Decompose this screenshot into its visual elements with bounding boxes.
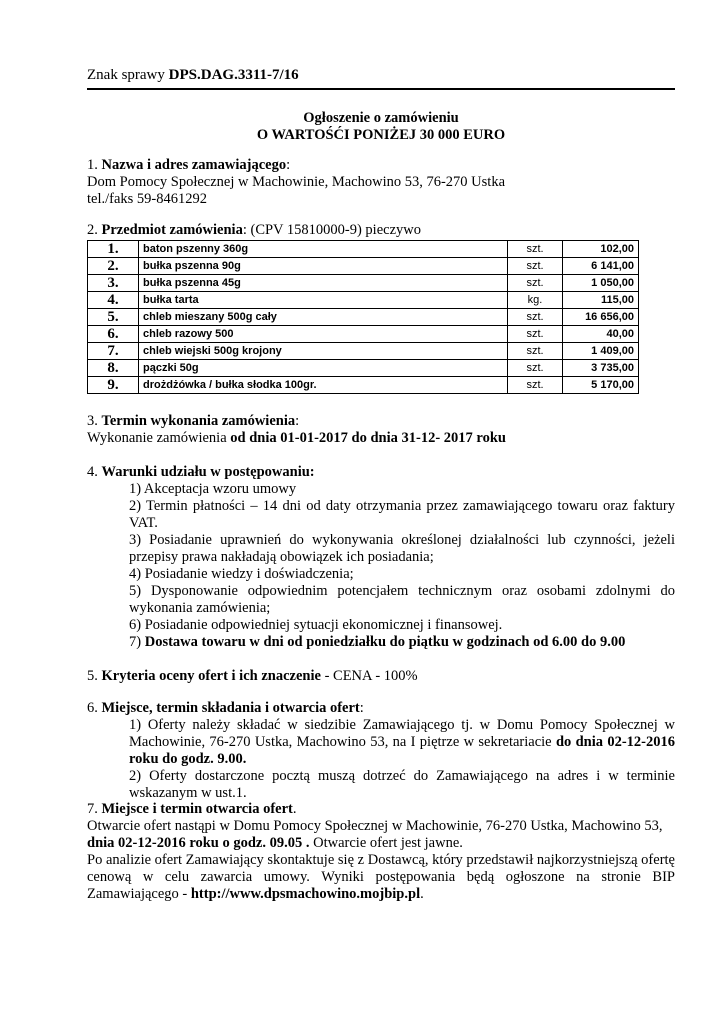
table-row: [88, 326, 639, 343]
ordering-party-address: Dom Pomocy Społecznej w Machowinie, Machowino 53, 76-270 Ustka: [87, 174, 506, 190]
table-row: [88, 309, 639, 326]
section-2-heading: 2. Przedmiot zamówienia: (CPV 15810000-9) pieczywo: [87, 222, 421, 238]
condition-5: 5) Dysponowanie odpowiednim potencjałem technicznym oraz osobami zdolnymi do wykonania zamówienia;: [129, 583, 675, 616]
item-name: bułka pszenna 90g: [139, 258, 508, 275]
item-quantity: 5 170,00: [563, 377, 639, 394]
item-number: 7.: [88, 343, 139, 360]
item-name: pączki 50g: [139, 360, 508, 377]
item-name: bułka tarta: [139, 292, 508, 309]
table-row: [88, 343, 639, 360]
condition-7: 7) Dostawa towaru w dni od poniedziałku do piątku w godzinach od 6.00 do 9.00: [129, 634, 626, 650]
condition-2: 2) Termin płatności – 14 dni od daty otrzymania przez zamawiającego towaru oraz faktury VAT.: [129, 498, 675, 531]
item-quantity: 1 409,00: [563, 343, 639, 360]
case-label: Znak sprawy: [87, 67, 169, 83]
table-row: [88, 292, 639, 309]
condition-1: 1) Akceptacja wzoru umowy: [129, 481, 297, 497]
item-unit: szt.: [508, 343, 563, 360]
item-name: chleb mieszany 500g cały: [139, 309, 508, 326]
item-number: 3.: [88, 275, 139, 292]
table-row: [88, 241, 639, 258]
item-name: chleb razowy 500: [139, 326, 508, 343]
condition-6: 6) Posiadanie odpowiedniej sytuacji ekonomicznej i finansowej.: [129, 617, 503, 633]
case-number-header: [87, 67, 675, 90]
item-unit: szt.: [508, 275, 563, 292]
ordering-party-phone: tel./faks 59-8461292: [87, 191, 208, 207]
execution-term: Wykonanie zamówienia od dnia 01-01-2017 do dnia 31-12- 2017 roku: [87, 430, 506, 446]
offer-submission-place: 1) Oferty należy składać w siedzibie Zamawiającego tj. w Domu Pomocy Społecznej w Machowinie, 76-270 Ustka, Machowino 53, na I piętrze w sekretariacie do dnia 02-12-2016 roku do godz. 9.00.: [129, 717, 675, 767]
table-row: [88, 360, 639, 377]
condition-4: 4) Posiadanie wiedzy i doświadczenia;: [129, 566, 354, 582]
section-3-heading: 3. Termin wykonania zamówienia:: [87, 413, 300, 429]
items-table: [87, 240, 639, 394]
case-number: DPS.DAG.3311-7/16: [168, 67, 299, 83]
item-quantity: 102,00: [563, 241, 639, 258]
opening-date: dnia 02-12-2016 roku o godz. 09.05 . Otwarcie ofert jest jawne.: [87, 835, 463, 851]
table-row: [88, 377, 639, 394]
item-quantity: 3 735,00: [563, 360, 639, 377]
item-number: 6.: [88, 326, 139, 343]
item-quantity: 115,00: [563, 292, 639, 309]
section-7-heading: 7. Miejsce i termin otwarcia ofert.: [87, 801, 297, 817]
item-unit: szt.: [508, 241, 563, 258]
section-4-heading: 4. Warunki udziału w postępowaniu:: [87, 464, 315, 480]
section-5-heading: 5. Kryteria oceny ofert i ich znaczenie - CENA - 100%: [87, 668, 418, 684]
item-unit: szt.: [508, 377, 563, 394]
item-quantity: 1 050,00: [563, 275, 639, 292]
item-number: 4.: [88, 292, 139, 309]
bip-link[interactable]: http://www.dpsmachowino.mojbip.pl: [190, 886, 421, 902]
item-name: chleb wiejski 500g krojony: [139, 343, 508, 360]
condition-3: 3) Posiadanie uprawnień do wykonywania określonej działalności lub czynności, jeżeli przepisy prawa nakładają obowiązek ich posiadania;: [129, 532, 675, 565]
opening-place: Otwarcie ofert nastąpi w Domu Pomocy Społecznej w Machowinie, 76-270 Ustka, Machowino 53,: [87, 818, 663, 834]
item-quantity: 40,00: [563, 326, 639, 343]
item-name: drożdżówka / bułka słodka 100gr.: [139, 377, 508, 394]
item-number: 8.: [88, 360, 139, 377]
results-note: Po analizie ofert Zamawiający skontaktuje się z Dostawcą, który przedstawił najkorzystniejszą ofertę cenową w celu zawarcia umowy. Wyniki postępowania będą ogłoszone na stronie BIP Zamawiającego - http://www.dpsmachowino.mojbip.pl.: [87, 852, 675, 902]
item-number: 2.: [88, 258, 139, 275]
table-row: [88, 258, 639, 275]
item-quantity: 6 141,00: [563, 258, 639, 275]
section-1-heading: 1. Nazwa i adres zamawiającego:: [87, 157, 291, 173]
table-row: [88, 275, 639, 292]
item-name: bułka pszenna 45g: [139, 275, 508, 292]
notice-title: Ogłoszenie o zamówieniu: [303, 110, 459, 126]
item-quantity: 16 656,00: [563, 309, 639, 326]
section-6-heading: 6. Miejsce, termin składania i otwarcia ofert:: [87, 700, 364, 716]
item-number: 5.: [88, 309, 139, 326]
item-unit: szt.: [508, 309, 563, 326]
offer-mail-note: 2) Oferty dostarczone pocztą muszą dotrzeć do Zamawiającego na adres i w terminie wskazanym w ust.1.: [129, 768, 675, 801]
item-unit: szt.: [508, 360, 563, 377]
notice-subtitle: O WARTOŚĆI PONIŻEJ 30 000 EURO: [256, 127, 506, 143]
item-number: 9.: [88, 377, 139, 394]
item-unit: szt.: [508, 326, 563, 343]
item-unit: kg.: [508, 292, 563, 309]
item-name: baton pszenny 360g: [139, 241, 508, 258]
item-unit: szt.: [508, 258, 563, 275]
item-number: 1.: [88, 241, 139, 258]
